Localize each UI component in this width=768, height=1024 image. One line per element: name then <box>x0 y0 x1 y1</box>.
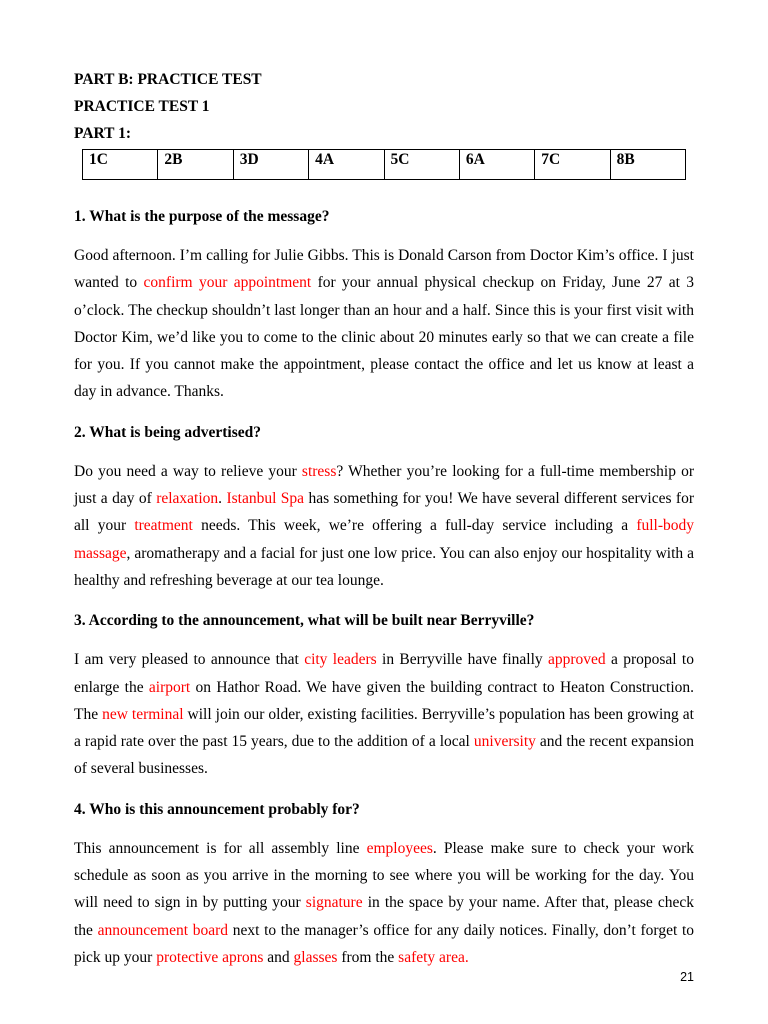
answer-cell-8: 8B <box>610 150 685 180</box>
highlighted-keyword: announcement board <box>97 921 228 939</box>
question-heading-1: 1. What is the purpose of the message? <box>74 208 330 225</box>
paragraph-text: needs. This week, we’re offering a full-day service including a <box>192 517 637 535</box>
transcript-paragraph-2 <box>74 458 694 594</box>
paragraph-text: , aromatherapy and a facial for just one low price. You can also enjoy our hospitality with a healthy and refreshing beverage at our tea lounge. <box>74 544 694 589</box>
paragraph-text: Do you need a way to relieve your <box>74 462 302 480</box>
question-heading-3: 3. According to the announcement, what will be built near Berryville? <box>74 612 535 630</box>
paragraph-text: This announcement is for all assembly line <box>74 839 367 857</box>
highlighted-keyword: safety area. <box>398 948 469 966</box>
answer-cell-5: 5C <box>384 150 459 180</box>
highlighted-keyword: glasses <box>293 948 338 966</box>
paragraph-text: for your annual physical checkup on Friday, June 27 at 3 o’clock. The checkup shouldn’t last longer than an hour and a half. Since this is your first visit with Doctor Kim, we’d like you to come to the clinic about 20 minutes early so that we can create a file for you. If you cannot make the appointment, please contact the office and let us know at least a day in advance. Thanks. <box>74 274 694 401</box>
highlighted-keyword: airport <box>148 678 191 696</box>
question-heading-2: 2. What is being advertised? <box>74 423 262 441</box>
answer-cell-4: 4A <box>309 150 384 180</box>
highlighted-keyword: employees <box>366 839 433 857</box>
highlighted-keyword: treatment <box>134 517 193 535</box>
paragraph-text: in Berryville have finally <box>376 651 548 669</box>
paragraph-text: next to the manager’s office for any daily notices. Finally, don’t forget to pick up your <box>74 921 694 966</box>
paragraph-text: on Hathor Road. We have given the building contract to Heaton Construction. The <box>74 678 695 723</box>
transcript-paragraph-1 <box>74 242 694 406</box>
paragraph-text: in the space by your name. After that, please check the <box>74 894 694 939</box>
part-1-heading: PART 1: <box>74 125 132 142</box>
highlighted-keyword: stress <box>301 462 337 480</box>
transcript-paragraph-3 <box>74 646 694 782</box>
highlighted-keyword: Istanbul Spa <box>226 490 305 508</box>
question-section-2 <box>74 422 694 594</box>
paragraph-text: Good afternoon. I’m calling for Julie Gibbs. This is Donald Carson from Doctor Kim’s office. I just wanted to <box>74 247 694 292</box>
transcript-paragraph-4 <box>74 835 694 971</box>
part-heading: PART B: PRACTICE TEST <box>74 71 262 88</box>
question-heading-4: 4. Who is this announcement probably for? <box>74 800 360 818</box>
practice-test-heading: PRACTICE TEST 1 <box>74 98 210 115</box>
answer-cell-1: 1C <box>83 150 158 180</box>
answer-cell-2: 2B <box>158 150 233 180</box>
question-section-1 <box>74 206 694 406</box>
highlighted-keyword: confirm your appointment <box>143 274 312 292</box>
highlighted-keyword: university <box>473 733 536 751</box>
answer-cell-3: 3D <box>233 150 308 180</box>
answer-key-row <box>83 150 686 180</box>
paragraph-text: has something for you! We have several different services for all your <box>74 490 695 535</box>
paragraph-text: and the recent expansion of several businesses. <box>74 733 694 778</box>
paragraph-text: and <box>263 948 294 966</box>
answer-cell-6: 6A <box>459 150 534 180</box>
highlighted-keyword: relaxation <box>156 490 219 508</box>
answer-key-table <box>82 149 686 180</box>
paragraph-text: will join our older, existing facilities. Berryville’s population has been growing at a rapid rate over the past 15 years, due to the addition of a local <box>74 705 694 751</box>
highlighted-keyword: protective aprons <box>156 948 264 966</box>
paragraph-text: . Please make sure to check your work schedule as soon as you arrive in the morning to see where you will be working for the day. You will need to sign in by putting your <box>74 839 694 912</box>
paragraph-text: I am very pleased to announce that <box>74 651 305 669</box>
paragraph-text: . <box>218 490 227 508</box>
paragraph-text: from the <box>337 948 399 966</box>
highlighted-keyword: approved <box>547 651 606 669</box>
paragraph-text: a proposal to enlarge the <box>74 651 694 696</box>
highlighted-keyword: signature <box>305 894 363 912</box>
document-page <box>74 66 694 971</box>
paragraph-text: ? Whether you’re looking for a full-time membership or just a day of <box>74 462 694 508</box>
question-section-4 <box>74 799 694 971</box>
highlighted-keyword: new terminal <box>102 705 184 723</box>
page-number: 21 <box>680 970 694 984</box>
highlighted-keyword: city leaders <box>304 651 377 669</box>
highlighted-keyword: full-body massage <box>74 517 695 562</box>
answer-cell-7: 7C <box>535 150 610 180</box>
question-section-3 <box>74 610 694 782</box>
